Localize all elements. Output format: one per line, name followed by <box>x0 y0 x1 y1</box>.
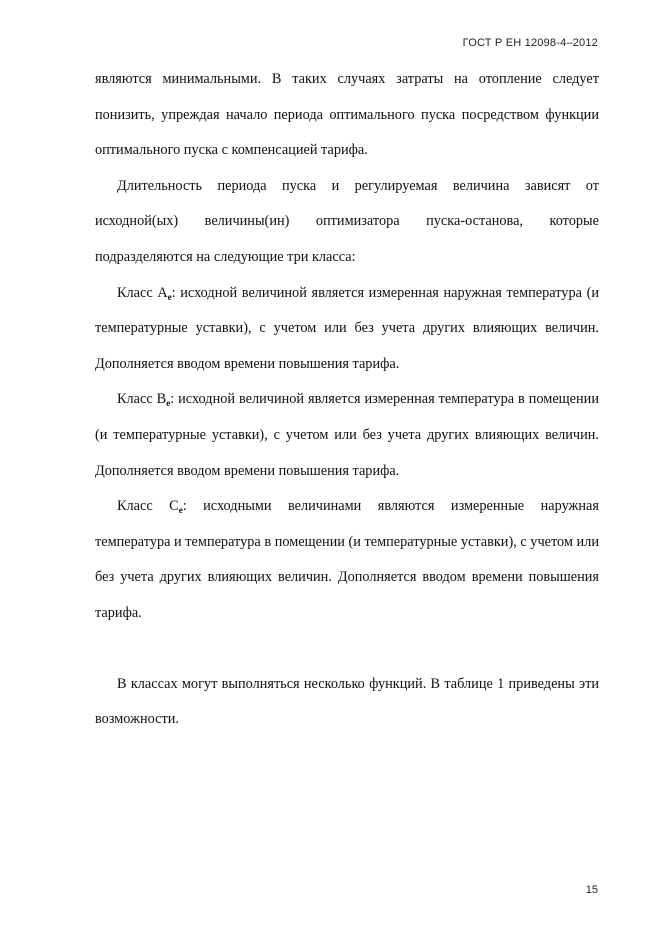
class-a-letter: A <box>157 284 168 301</box>
paragraph-start-period: Длительность периода пуска и регулируемая величина зависят от исходной(ых) величины(ин) оптимизатора пуска-останова, которые подразделяются на следующие три класса: <box>95 177 599 265</box>
class-b-designation <box>157 391 171 407</box>
paragraph-continuation: являются минимальными. В таких случаях затраты на отопление следует понизить, упреждая начало периода оптимального пуска посредством функции оптимального пуска с компенсацией тарифа. <box>95 71 599 159</box>
class-c-prefix: Класс <box>117 498 170 515</box>
paragraph-class-a <box>95 276 599 383</box>
page-number: 15 <box>585 884 598 896</box>
class-b-subscript: e <box>166 398 171 409</box>
standard-header: ГОСТ Р ЕН 12098-4–2012 <box>462 37 598 49</box>
paragraph-table-reference: В классах могут выполняться несколько функций. В таблице 1 приведены эти возможности. <box>95 675 599 728</box>
class-a-text: : исходной величиной является измеренная наружная температура (и температурные уставки), с учетом или без учета других влияющих величин. Дополняется вводом времени повышения тарифа. <box>95 284 599 372</box>
class-c-subscript: e <box>178 505 183 516</box>
class-b-text: : исходной величиной является измеренная температура в помещении (и температурные уставки), с учетом или без учета других влияющих величин. Дополняется вводом времени повышения тарифа. <box>95 391 599 479</box>
class-b-prefix: Класс <box>117 391 157 408</box>
class-a-prefix: Класс <box>117 284 158 301</box>
class-c-letter: C <box>169 498 179 515</box>
body-text <box>95 62 599 738</box>
class-a-subscript: e <box>167 291 172 302</box>
class-c-text: : исходными величинами являются измеренные наружная температура и температура в помещении (и температурные уставки), с учетом или без учета других влияющих величин. Дополняется вводом времени повышения тарифа. <box>95 498 599 621</box>
paragraph-class-c <box>95 489 599 631</box>
class-c-designation <box>169 498 183 514</box>
class-b-letter: B <box>156 391 167 408</box>
paragraph-class-b <box>95 382 599 489</box>
class-a-designation <box>157 285 171 301</box>
